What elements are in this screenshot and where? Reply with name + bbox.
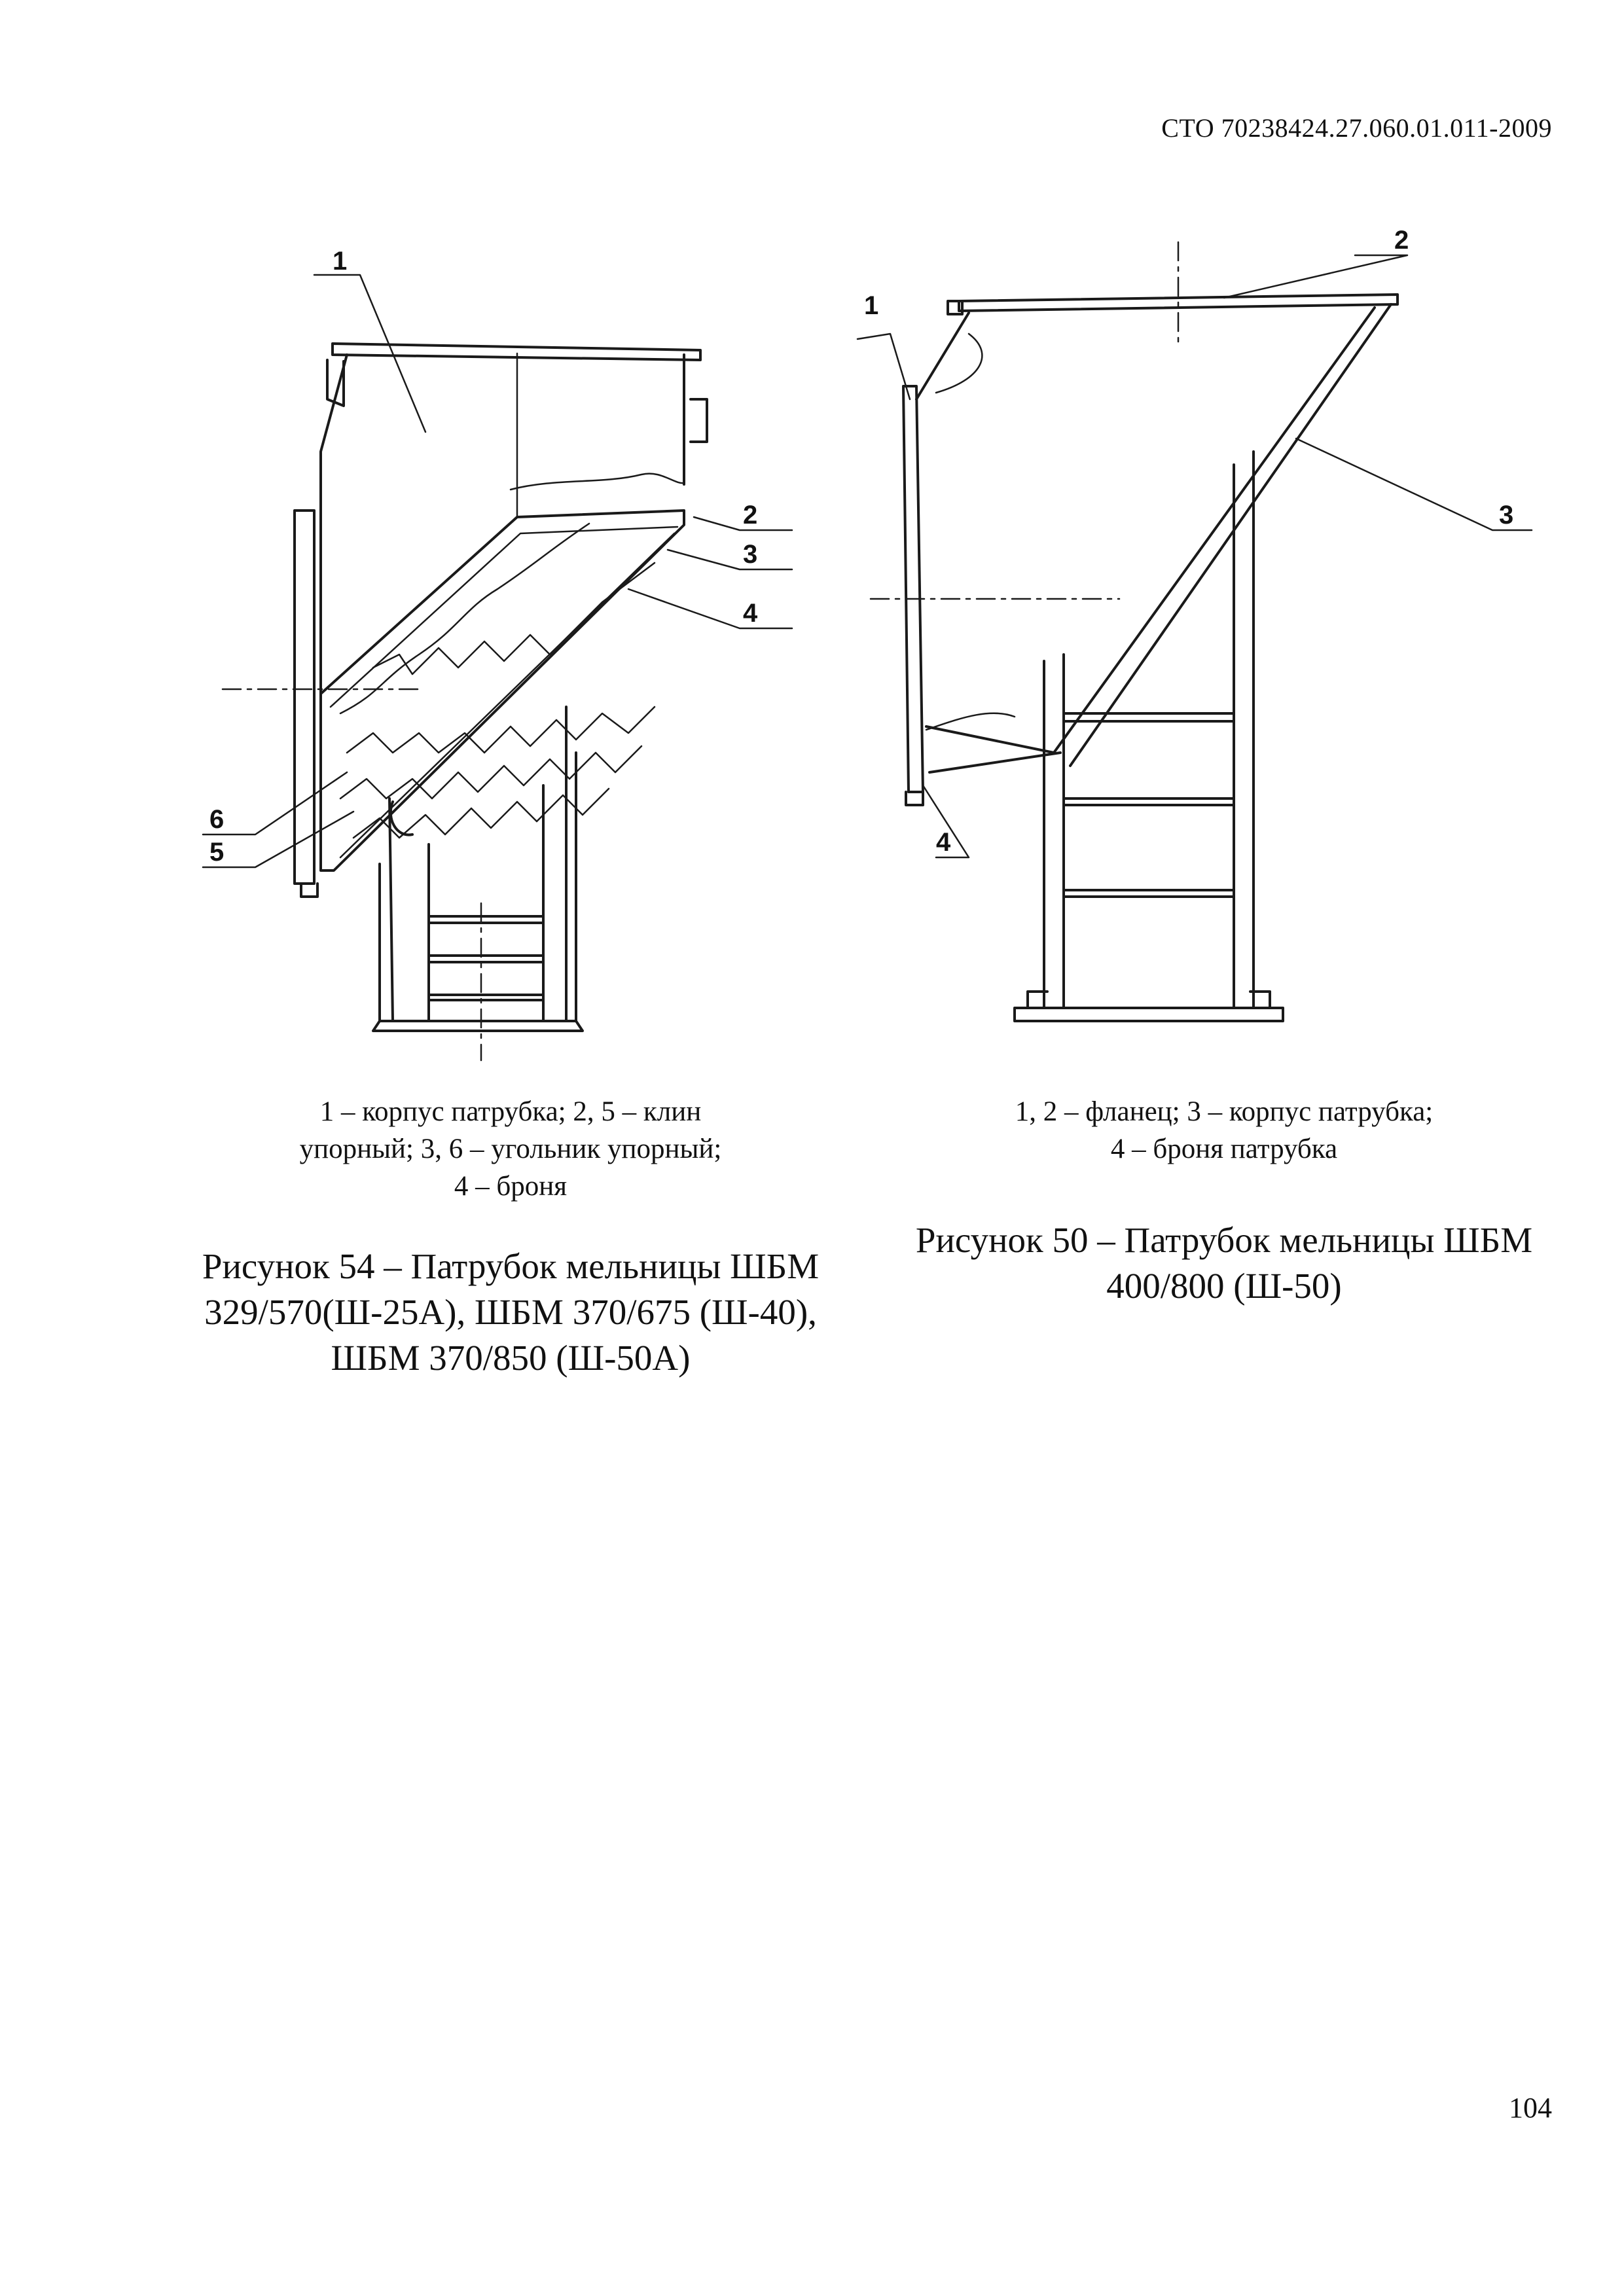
caption-line: 400/800 (Ш-50) xyxy=(1106,1266,1342,1306)
caption-line: 329/570(Ш-25А), ШБМ 370/675 (Ш-40), xyxy=(204,1292,817,1332)
callout-4: 4 xyxy=(936,828,951,857)
casing-wave xyxy=(340,524,589,713)
left-flange xyxy=(903,386,923,792)
legend-line: 1, 2 – фланец; 3 – корпус патрубка; xyxy=(1015,1096,1434,1127)
callout-3: 3 xyxy=(743,540,758,569)
armour-cut xyxy=(926,713,1015,730)
legend-line: 1 – корпус патрубка; 2, 5 – клин xyxy=(319,1096,702,1127)
armour-line xyxy=(929,753,1060,772)
hopper-cut xyxy=(936,334,982,393)
side-flange xyxy=(295,511,314,884)
caption-line: ШБМ 370/850 (Ш-50А) xyxy=(331,1338,691,1378)
support-left-leg xyxy=(1044,655,1064,1008)
lower-edge xyxy=(926,726,1054,753)
armour-plates xyxy=(340,563,655,838)
left-leaders xyxy=(203,275,792,867)
legend-line: упорный; 3, 6 – угольник упорный; xyxy=(299,1134,722,1164)
left-figure-caption xyxy=(183,1244,838,1381)
callout-2: 2 xyxy=(1394,226,1409,255)
callout-1: 1 xyxy=(333,247,348,276)
mill-nozzle-drawing-left xyxy=(183,209,799,1080)
left-legend xyxy=(216,1093,805,1205)
right-legend xyxy=(910,1093,1538,1168)
document-code: СТО 70238424.27.060.01.011-2009 xyxy=(1161,113,1552,143)
callout-3: 3 xyxy=(1499,501,1514,529)
left-flange-foot xyxy=(906,792,923,805)
side-foot xyxy=(301,884,317,897)
support-rungs xyxy=(1064,713,1234,897)
support-base xyxy=(373,1021,583,1031)
armour-inner-line xyxy=(331,527,677,707)
support-column xyxy=(380,753,576,1021)
callout-6: 6 xyxy=(209,805,225,834)
callout-1: 1 xyxy=(864,291,879,320)
hopper-left-edge xyxy=(916,313,969,399)
caption-line: Рисунок 50 – Патрубок мельницы ШБМ xyxy=(915,1220,1533,1260)
callout-4: 4 xyxy=(743,599,758,628)
support-inner xyxy=(389,707,566,1021)
support-base xyxy=(1015,1008,1283,1021)
hopper-slant xyxy=(1054,308,1375,753)
caption-line: Рисунок 54 – Патрубок мельницы ШБМ xyxy=(202,1246,820,1286)
callout-5: 5 xyxy=(209,838,225,867)
left-drawing xyxy=(183,209,799,1080)
legend-line: 4 – броня xyxy=(454,1171,568,1202)
callout-2: 2 xyxy=(743,501,758,529)
right-figure-caption xyxy=(871,1217,1578,1309)
hopper-slant-outer xyxy=(1070,304,1391,766)
support-rungs xyxy=(429,916,543,1000)
break-curve xyxy=(511,474,684,490)
legend-line: 4 – броня патрубка xyxy=(1110,1134,1338,1164)
right-drawing xyxy=(838,183,1558,1054)
mill-nozzle-drawing-right xyxy=(838,183,1558,1054)
page-number: 104 xyxy=(1509,2092,1552,2124)
right-lug xyxy=(691,399,707,442)
support-right-leg xyxy=(1234,452,1254,1008)
